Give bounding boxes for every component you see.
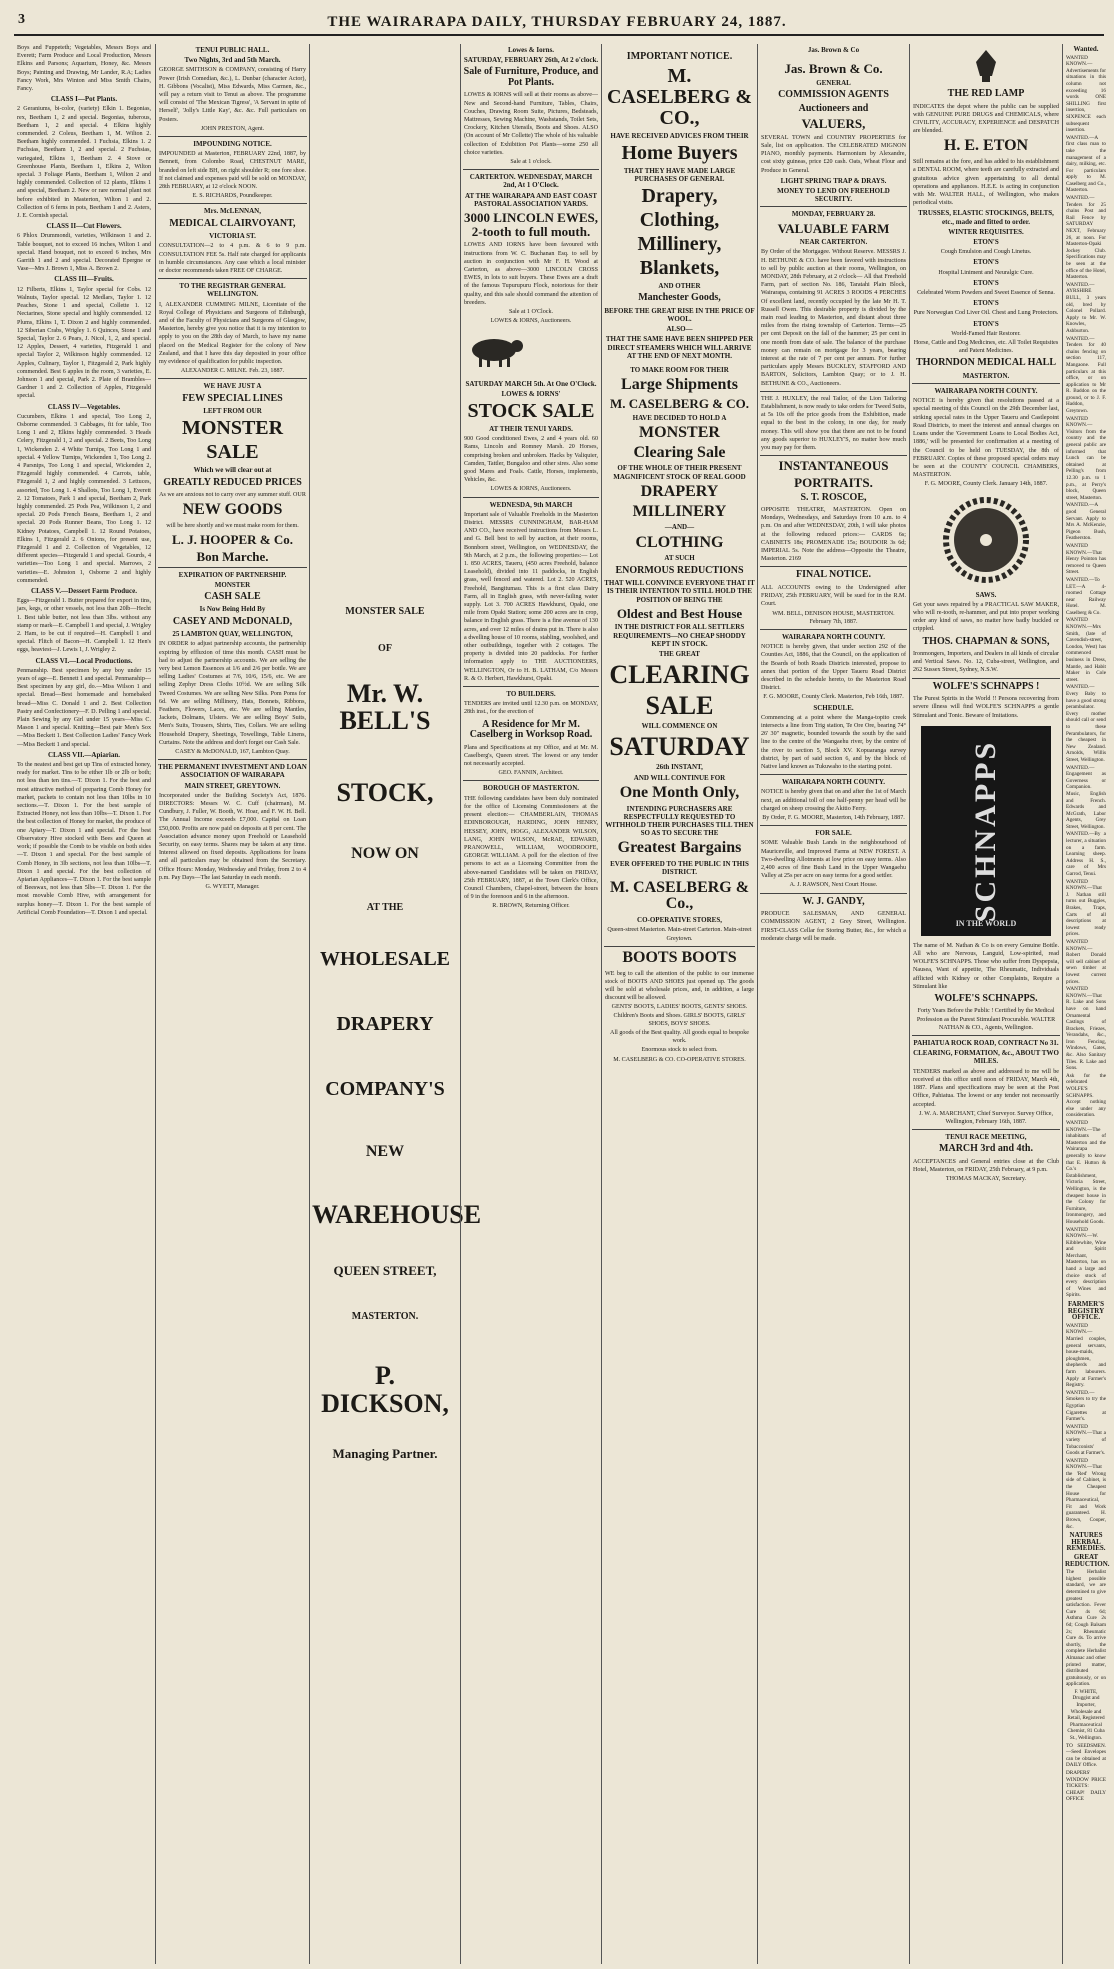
chapman-name: THOS. CHAPMAN & SONS, — [922, 635, 1050, 647]
county-heading: WAIRARAPA NORTH COUNTY. — [934, 387, 1038, 396]
boots-list: GENTS' BOOTS, LADIES' BOOTS, GENTS' SHOES. Children's Boots and Shoes. GIRLS' BOOTS, GIRLS' SHOES, BOYS' SHOES. — [611, 1004, 748, 1027]
divider — [760, 455, 907, 456]
divider — [158, 136, 307, 137]
caselberg-3: M. CASELBERG & Co., — [609, 878, 750, 913]
class-3-results: 12 Filberts, Elkins 1, Taylor special for Cobs. 12 Walnuts, Taylor special. 12 Medlars, Taylor 1. 12 Peaches, Stone 1 and special, Collette 1. 12 Nectarines, Stone special and highly commended. 12 Plums, Elkins 1, T. Dixon 2 and highly commended. 12 Siberian Crabs, Wrigley 1. 6 Quinces, Stone 1 and Special, Taylor 2. 6 Pears, J. Nicol, 1, 2, and special. 12 Apples, Dessert, 4 varieties, Fitzgerald 1 and special Taylor 2, Wilkinson highly commended. 12 Apples, Culinary, Taylor 1, Fitzgerald 2, Park highly commended. Best 6 apples in the room, 3 varieties, E. Johnson 1 and special, Park 2. Plate of Brambles—Gardner 1 and 2. Collection of Apples, Fitzgerald special. — [17, 286, 151, 400]
drapery-label: DRAPERY — [336, 1013, 434, 1036]
partnership-cash-sale: CASH SALE — [204, 590, 261, 602]
warehouse-label: WAREHOUSE — [312, 1199, 482, 1229]
builders-text: TENDERS are invited until 12.30 p.m. on MONDAY, 28th inst., for the erection of — [464, 701, 598, 716]
class-5-heading: CLASS V.—Dessert Farm Produce. — [31, 587, 137, 595]
masthead — [0, 0, 1114, 40]
class-7-heading: CLASS VII.—Apiarian. — [47, 750, 121, 759]
bell-name: Mr. W. BELL'S — [339, 679, 431, 736]
column-6 — [757, 44, 909, 1964]
public-hall-heading: TENUI PUBLIC HALL. — [195, 46, 270, 54]
near-carterton: NEAR CARTERTON. — [799, 238, 868, 247]
red-lamp-text: INDICATES the depot where the public can be supplied with GENUINE PURE DRUGS and CHEMICALS, where CIVILITY, ACCURACY, EXPERIENCE and DESPATCH are blended. — [913, 103, 1059, 135]
enormous-reductions: ENORMOUS REDUCTIONS — [615, 564, 744, 576]
etons-2: ETON'S — [973, 258, 999, 267]
valuable-farm: VALUABLE FARM — [777, 220, 890, 236]
wanted-22: WANTED.—Smokers to try the Egyptian Cigarettes at Farmer's. — [1066, 1389, 1106, 1423]
class-6-results: Penmanship. Best specimen by any boy under 15 years of age—E. Bennett 1 and special. Penmanship—Best specimen by any girl, do.—Miss Wilson 1 and special. Bread—Best homemade and homebaked bread—Miss C. Donald 1 and 2. Best Collection Pastry and Confectionery—F. D. Pelling 1 and special. Plain Sewing by any Girl under 15 years—Miss C. Mason 1 and special. Knitting—Best pair Men's Sox—Miss Beckett 1. Best Collection Ladies' Fancy Work—Miss Beckett 1 and special. — [17, 667, 151, 748]
county-heading: WAIRARAPA NORTH COUNTY. — [781, 632, 885, 641]
ewes-text: LOWES AND IORNS have been favoured with instructions from W. C. Buchanan Esq. to sell by auction in conjunction with Mr F. H. Wood at Carterton, as above—3000 LINCOLN CROSS EWES, in lots to suit buyers. These Ewes are a draft of the famous Tupurupuru Flock, notorious for their quality, and this sale should command the attention of breeders. — [464, 242, 598, 306]
sheep-illustration — [461, 330, 531, 370]
winter-item-2: Hospital Liniment and Neuralgic Cure. — [938, 269, 1034, 276]
now-on-label: NOW ON — [351, 844, 419, 862]
etons-3: ETON'S — [973, 278, 999, 287]
at-the-label: AT THE — [366, 901, 404, 913]
eton-text: Still remains at the fore, and has added to his establishment a DENTAL ROOM, where teeth are carefully extracted and gratuitous advice given appertaining to all dental operations and appliances. H.E.E. is acting in conjunction with Mr. WALTER HALL, of Wellington, who makes periodical visits. — [913, 159, 1059, 207]
seedsmen-notice: TO SEEDSMEN.—Seed Envelopes can be obtained at DAILY Office. — [1066, 1742, 1106, 1769]
freeholds-text: Important sale of Valuable Freeholds in the Masterton District. MESSRS CUNNINGHAM, BAR-HAM AND CO., have received instructions from Messrs L. and G. Bell best to sell by auction, at their rooms, Bonnborn street, Wellington, on WEDNESDAY, the 9th March, at 2 p.m., the following properties:— Lot 1. 850 ACRES, Taueru, (450 acres Freehold, balance Leasehold), divided into 11 paddocks, in English grass, well fenced and watered. Lot 2. 520 ACRES, Freehold, Bangitumau. This is a first class Dairy Farm, all in English grass, with never-failing water supply. Lot 3. 700 ACRES Hawkhurst, Opaki, one mile from Opaki Station; some 200 acres are in crop, balance in English grass. There is a fine avenue of 130 acres, and over 12 miles of drains put in. There is also a dwelling house of 10 rooms, stabling, woolshed, and other outbuildings, together with 2 cottages. The property is divided into 20 paddocks. For further information apply to THE AUCTIONEERS, WELLINGTON, Or to H. B. LATHAM, C/o Messrs R. & O. Herbert, Hawkhurst, Opaki. — [464, 511, 598, 682]
divider — [158, 278, 307, 279]
money-lend: MONEY TO LEND ON FREEHOLD SECURITY. — [777, 186, 890, 204]
column-7 — [909, 44, 1062, 1964]
winter-item-6: Horse, Cattle and Dog Medicines, etc. All Toilet Requisites and Patent Medicines. — [913, 339, 1059, 355]
hooper-left: LEFT FROM OUR — [203, 407, 262, 416]
class-4-results: Cucumbers, Elkins 1 and special, Too Long 2, Osborne commended. 3 Cabbages, fit for table, Too Long 1 and 2, Elkins highly commended. 3 Heads Celery, Fitzgerald 1, 2 and special. 2 Beets, Too Long 1, Wickenden 2. 4 White Turnips, Too Long 1 and special. 4 Yellow Turnips, Wickenden 1, Too Long 2. 4 Parsnips, Too Long 1 and special, Wickenden 2, Fitzgerald highly commended. 4 Carrots, table, Fitzgerald 1, 2 and highly commended. 3 Lettuces, assorted, Too Long 1. 4 Shallots, Too Long 1, Everett 2. 12 Tomatoes, Park 1 and special, Beetham 2, Park highly commended. 25 Pods Pea, Wilkinson 1, 2 and special. 20 Pods French Beans, Beetham 1, 2 and special. 20 Pods Runner Beans, Too Long 1. 12 Kidney Potatoes, Campbell 1. 12 Round Potatoes, Elkins 1, Fitzgerald 2. 6 Onions, for present use, Fitzgerald 1 and 2. Collection of Vegetables, 12 different species—Fitzgerald 1 and special. Gourds, 4 varieties—Too Long 1 and special. Marrows, 2 varieties—E. Johnston 1, Osborne 2 and highly commended. — [17, 413, 151, 584]
divider — [760, 629, 907, 630]
ewes-sale-time: Sale at 1 O'Clock. — [508, 308, 554, 315]
county-signature: F. G. MOORE, County Clerk. January 14th, 1887. — [924, 481, 1048, 488]
partnership-now: Is Now Being Held By — [199, 605, 266, 614]
show-results-intro: Boys and Fuppeteth; Vegetables, Messrs Boys and Everett; Farm Produce and Local Production, Messrs Elkins and Parsons; Aquarium, Honey, &c. Messrs Boys; Painting and Drawing, Mr Lander, R.A; Ladies Fancy Work, Mrs Winton and Miss Smith Chairs, Fancy. — [17, 45, 151, 93]
wanted-24: WANTED KNOWN.—That the 'Red' Wrong side of Cabinet, is the Cheapest House for Pharmaceutical, Fit and Work guaranteed. H. Brown, Cooper, &c. — [1066, 1457, 1106, 1530]
divider — [158, 567, 307, 568]
tenui-yards: AT THEIR TENUI YARDS. — [489, 424, 573, 433]
tenui-sale-firm: LOWES & IORNS' — [501, 389, 561, 398]
carterton-heading: CARTERTON. WEDNESDAY, MARCH 2nd, At 1 O'Clock. — [469, 173, 593, 190]
divider — [760, 825, 907, 826]
divider — [912, 1035, 1060, 1036]
valuers-label: VALUERS, — [801, 116, 866, 132]
divider — [912, 1129, 1060, 1130]
wanted-10: WANTED KNOWN.—Mrs Smith, (late of Cavendish-street, London, West) has commenced business in Dress, Mantle, and Habit Maker in Cole street. — [1066, 617, 1106, 683]
county-text: NOTICE is hereby given, that under section 292 of the Counties Act, 1886, that the Council, on the application of the Boards of both Roads Districts interested, propose to annex that portion of the Upper Taueru Road District described in the schedule hereto, to the Masterton Road District. — [761, 644, 906, 692]
wanted-14: WANTED KNOWN.—That J. Nathan still turns out Buggies, Brakes, Traps, Carts of all descriptions at lowest ready prices. — [1066, 878, 1106, 938]
wanted-21: WANTED KNOWN.—Married couples, general servants, house-maids, ploughmen, shepherds and farm labourers. Apply at Farmer's Registry. — [1066, 1322, 1106, 1389]
partnership-signature: CASEY & McDONALD, 167, Lambton Quay. — [175, 748, 290, 755]
winter-item-1: Cough Emulsion and Cough Linetus. — [940, 249, 1032, 256]
blank-space — [310, 44, 460, 604]
divider — [760, 206, 907, 207]
county-text: NOTICE is hereby given that resolutions passed at a special meeting of this Council on the 29th December last, striking special rates in the Upper Taueru and Castlepoint Road Districts, to meet the interest and annual charges on Loans under the 'Government Loans to Local Bodies Act, 1886,' will be presented for confirmation at a meeting of the Council to be held on TUESDAY, the 8th of FEBRUARY. Copies of these proposed special orders may be seen at the COUNTY COUNCIL CHAMBERS, MASTERTON. — [913, 398, 1059, 479]
loan-subheading: MAIN STREET, GREYTOWN. — [184, 781, 281, 790]
decided-to-hold: HAVE DECIDED TO HOLD A — [632, 413, 727, 422]
auctioneers-label: Auctioneers and — [798, 102, 869, 114]
wanted-9: WANTED.—To LET.—A 4-roomed Cottage near Railway Hotel. M. Caselberg & Co. — [1066, 576, 1106, 616]
builders-heading: TO BUILDERS. — [506, 690, 556, 699]
stock-sale-text: 900 Good conditioned Ewes, 2 and 4 years old. 60 Rams, Lincoln and Romney Marsh. 20 Horses, comprising broken and unbroken. Hacks by Valiquier, Camden, Tattler, Bungaloo and other sires. Also some good Mares and Foals. Cattle, Horses, implements, Vehicles, &c. — [464, 436, 598, 484]
monday-heading: MONDAY, FEBRUARY 28. — [791, 210, 876, 219]
final-notice-text: ALL ACCOUNTS owing to the Undersigned after FRIDAY, 25th FEBRUARY, Will be sued for in the R.M. Court. — [761, 584, 906, 608]
hooper-which: Which we will clear out at — [193, 466, 272, 475]
schedule-heading: SCHEDULE. — [813, 703, 854, 712]
wholesale-label: WHOLESALE — [319, 948, 451, 971]
of-label: OF — [378, 642, 392, 654]
drapers-notice: DRAPERS' WINDOW PRICE TICKETS: CHEAP! DAILY OFFICE — [1066, 1770, 1106, 1803]
column-4 — [460, 44, 601, 1964]
for-sale-heading: FOR SALE. — [815, 829, 852, 838]
red-lamp-icon — [966, 46, 1006, 86]
new-label: NEW — [365, 1143, 405, 1161]
stock-label: STOCK, — [336, 777, 434, 807]
wednesday-heading: WEDNESDA, 9th MARCH — [489, 500, 573, 509]
blankets-item: Blankets, — [639, 257, 720, 280]
saws-label: SAWS. — [975, 590, 997, 599]
class-2-results: 6 Phlox Drummondi, varieties, Wilkinson 1 and 2. Table bouquet, not to exceed 16 inches, Wilton 1 and special. Hand bouquet, not to exceed 6 inches, Mrs Garrith 1 and 2 and special. Decorated Epergne or Vase—Mrs J. Brown 1, Miss A. Brown 2. — [17, 233, 151, 273]
schnapps-label-sub: IN THE WORLD — [955, 918, 1017, 928]
column-3 — [309, 44, 482, 1964]
that-will: THAT WILL CONVINCE EVERYONE THAT IT IS THEIR INTENTION TO STILL HOLD THE POSITION OF BEING THE — [604, 579, 755, 604]
divider — [760, 893, 907, 894]
commission-agents: COMMISSION AGENTS — [778, 89, 889, 101]
partnership-address: 25 LAMBTON QUAY, WELLINGTON, — [172, 630, 293, 639]
oldest-house: Oldest and Best House — [616, 605, 743, 621]
and-label: —AND— — [664, 523, 695, 532]
column-5 — [601, 44, 757, 1964]
column-1 — [14, 44, 154, 1964]
natures-subheading: GREAT REDUCTION. — [1065, 1553, 1110, 1568]
ever-offered: EVER OFFERED TO THE PUBLIC IN THIS DISTRICT. — [610, 860, 749, 877]
divider — [158, 203, 307, 204]
saw-text: Get your saws repaired by a PRACTICAL SAW MAKER, who will re-tooth, re-hammer, and put into proper working order any kind of saws, no matter how badly buckled or crippled. — [913, 601, 1059, 633]
final-notice: FINAL NOTICE. — [795, 569, 871, 581]
borough-text: THE following candidates have been duly nominated for the office of Licensing Commissioners at the present election:— CHAMBERLAIN, THOMAS EDINBOROUGH, HARDING, JOHN HENRY, HESSEY, JOHN, HOGG, ALEXANDER WILSON, LANG, JOHN WILSON, McRAE, EDWARD, PRANOWELL, WILLIAM, WOODROOFE, GEORGE WILLIAM. A poll for the election of five persons to act as a Licensing Committee from the above-named Candidates will be taken on FRIDAY, 25th FEBRUARY, 1887, at the Town Clerk's Office, Council Chambers, Chapel-street, between the hours of 9 in the forenoon and 6 in the afternoon. — [464, 795, 598, 901]
final-notice-signature: WM. BELL, DENISON HOUSE, MASTERTON. February 7th, 1887. — [772, 610, 895, 625]
stock-sale-signature: LOWES & IORNS, Auctioneers. — [490, 486, 572, 493]
also-label: ALSO— — [666, 325, 693, 334]
wanted-2: WANTED.—A first class man to take the management of a dairy, milking, etc. For particulars apply to M. Caselberg and Co., Masterton. — [1066, 134, 1106, 194]
trusses: TRUSSES, ELASTIC STOCKINGS, BELTS, etc., made and fitted to order. — [918, 209, 1054, 226]
natures-text: The Herbalist highest possible standard, we are determined to give greatest satisfaction. Fever Cure 4s 6d; Asthma Cure 2s 6d; Cough Balsam 2s; Rheumatic Cure 4s. To arrive shortly, the complete Herbalist Almanac and other printed matter, distributed gratuitously, or on application. — [1066, 1569, 1106, 1688]
wanted-23: WANTED KNOWN.—That a variety of Tobacconists' Goods at Farmer's. — [1066, 1423, 1106, 1457]
etons-5: ETON'S — [973, 319, 999, 328]
hooper-few-lines: FEW SPECIAL LINES — [182, 392, 283, 404]
divider — [158, 759, 307, 760]
such-label: AT SUCH — [664, 554, 695, 563]
brown-text: SEVERAL TOWN and COUNTRY PROPERTIES for Sale, list on application. The CELEBRATED MIGNON PIANO, monthly payments. Harmonium by Alexandre, cost sixty guineas, price £20 cash. Oats, Wheat Flour and Produce in General. — [761, 134, 906, 174]
wanted-13: WANTED.—By a lecturer, a situation on a farm. Learning sheep. Address H. S., care of Mrs Garrod, Tenui. — [1066, 831, 1106, 878]
race-text: ACCEPTANCES and General entries close at the Club Hotel, Masterton, on FRIDAY, 25th February, at 9 p.m. — [913, 1158, 1059, 1174]
class-3-heading: CLASS III—Fruits. — [54, 275, 114, 284]
large-shipments: Large Shipments — [621, 376, 738, 394]
managing-partner-label: Managing Partner. — [332, 1446, 438, 1462]
sale-time: Sale at 1 o'clock. — [510, 159, 552, 166]
wanted-7: WANTED.—A good General Servant. Apply to Mrs A. McKenzie, Pigeon Bush, Featherston. — [1066, 502, 1106, 542]
borough-signature: R. BROWN, Returning Officer. — [492, 903, 570, 910]
sale-label: SALE — [645, 690, 714, 720]
association-yards: AT THE WAIRARAPA AND EAST COAST PASTORAL ASSOCIATION YARDS. — [464, 191, 598, 208]
the-great: THE GREAT — [659, 650, 700, 659]
etons-1: ETON'S — [973, 237, 999, 246]
divider — [463, 780, 599, 781]
winter-item-4: Pure Norwegian Cod Liver Oil. Chest and Lung Protectors. — [913, 310, 1059, 317]
mclennan-name: Mrs. McLENNAN, — [204, 207, 261, 216]
divider — [463, 169, 599, 170]
class-6-heading: CLASS VI.—Local Productions. — [35, 656, 133, 665]
hooper-monster: MONSTER — [181, 417, 284, 440]
chapman-text: Ironmongers, Importers, and Dealers in all kinds of circular and Vertical Saws. No. 12, Cuba-street, Wellington, and 262 Sussex Street, Sydney, N.S.W. — [913, 651, 1059, 674]
for-sale-text: SOME Valuable Bush Lands in the neighbourhood of Mauriceville, and Improved Farms at NEW FOREST. A Two-dwelling Allotments at low price on easy terms. Also 2,400 acres of fine Bush Land in the Upper Wangaehu Valley at 25s per acre on easy terms for a good settler. — [761, 840, 906, 880]
drapery-label: DRAPERY — [640, 482, 719, 500]
tenui-sale-heading: SATURDAY MARCH 5th. At One O'Clock. — [465, 379, 597, 388]
millinery-label: MILLINERY — [632, 502, 727, 520]
wanted-17: Ask for the celebrated WOLFE'S SCHNAPPS. Accept nothing else under any consideration. — [1066, 1072, 1106, 1119]
furniture-sale-text: LOWES & IORNS will sell at their rooms as above— New and Second-hand Furniture, Tables, Chairs, Couches, Drawing Room Suite, Pictures, Bedsteads, Mattresses, Sewing Machine, Washstands, Toilet Sets, Crockery, Kitchen Utensils, Boots and Shoes. ALSO (On account of Mr Collette) The whole of his valuable collection of Exhibition Pot Plants—some 250 all choice varieties. — [464, 92, 598, 156]
impounding-heading: IMPOUNDING NOTICE. — [193, 140, 272, 149]
caselberg-2: M. CASELBERG & CO. — [609, 396, 750, 412]
partnership-text: IN ORDER to adjust partnership accounts, the partnership expiring by effluxion of time this month. CASH must be had to adjust the partnership accounts. We are selling the very best Lemon Essences at 1/6 and 2/6 per bottle. We are selling Ladies' Costumes at 7/6, 10/6, 15/6, etc. We are selling Zephyr Dress Cloths 10½d. We are selling Silk Tweed Costumes. We are selling New Silks. Pom Poms for 6d. We are selling Millinery, Hats, Bonnets, Ribbons, Feathers, Flowers, Laces, etc. We are selling Mantles, Jackets, Dolmans, Ulsters. We are selling Boys' Suits, Men's Suits, Trousers, Shirts, Ties, Collars. We are selling Household Drapery, Sheetings, Towellings, Table Linens, Curtains. Note the address and don't forget our Cash Sale. — [159, 641, 306, 746]
boots-heading: BOOTS BOOTS — [622, 948, 737, 966]
received-advices: HAVE RECEIVED ADVICES FROM THEIR — [610, 131, 749, 140]
rock-road-heading: PAHIATUA ROCK ROAD, CONTRACT No 31. — [913, 1039, 1059, 1048]
divider — [760, 774, 907, 775]
borough-heading: BOROUGH OF MASTERTON. — [482, 784, 579, 793]
gandy-text: PRODUCE SALESMAN, AND GENERAL COMMISSION AGENT, 2 Grey Street, Wellington. FIRST-CLASS Cellar for Storing Butter, &c., for which a moderate charge will be made. — [761, 911, 906, 942]
saturday-label: SATURDAY — [609, 732, 750, 762]
clearing-sale-label: Clearing Sale — [633, 443, 726, 461]
stores-list: Queen-street Masterton. Main-street Carterton. Main-street Greytown. — [607, 927, 752, 942]
queen-street-label: QUEEN STREET, — [333, 1263, 437, 1279]
registrar-signature: ALEXANDER C. MILNE. Feb. 23, 1887. — [180, 368, 285, 375]
divider — [760, 391, 907, 392]
class-1-results: 2 Geraniums, bi-color, (variety) Elkin 1. Begonias, rex, Beetham 1, 2 and special. Begonias, tuberous, Beetham 1, 2 and special. 4 Elkins highly commended. 2 Coleus, Beetham 1, M. Wilton 2. Beetham highly commended. 1 Fuchsia, Elkins 1. 2 Fuchsias, Beetham 1, 2 and special. 2 Fuchsias, variegated, Elkins 1, Beetham 2. 4 Stove or Greenhouse Plants, Beetham 1, Elkins 2, Wilton special. 3 Foliage Plants, Beetham 1, Wilton 2 and highly commended. Collection of 12 plants, Elkins 1 and special, Beetham 2. New or rare normal plant not before exhibited in Masterton, Wilton 1 and 2. Collection of 6 ferns in pots, Beetham 1 and 2. Asters, J. E. Cornish special. — [17, 106, 151, 220]
make-room: TO MAKE ROOM FOR THEIR — [630, 366, 729, 375]
wanted-heading: Wanted. — [1073, 45, 1099, 53]
hooper-new-goods: NEW GOODS — [182, 501, 283, 519]
hooper-name: L. J. HOOPER & Co. — [172, 532, 293, 548]
class-7-results: To the neatest and best get up Tins of extracted honey, ready for market. Tins to be either 1lb or 2lb or both; not less than ten tins.—T. Dixon 1. For the best and most attractive method of preparing Comb Honey for market, packets to contain not less than 10lbs in 10 sections.—T. Dixon 1. For the best sample of Extracted Honey, not less than 10lbs—T. Dixon 1. For the best collection of Honey for market, the produce of one Apiary—T. Dixon 1 and special. For the best Observatory Hive stocked with Bees and Queen at work; if possible the Comb to be visible on both sides—T. Dixon 1 and special. For the best sample of Comb Honey, in 3lb sections, not less than 10lbs—T. Dixon 1 and special. For the best collection of Apiarian Appliances—T. Dixon 1. For the best sample of Beeswax, not less than 5lbs—T. Dixon 1. For the most movable Comb Hive, with arrangement for surplus honey—T. Dixon 1. For the best sample of Artificial Comb Foundation—T. Dixon 1 and special. — [17, 762, 152, 916]
roscoe-name: S. T. ROSCOE, — [800, 491, 867, 503]
class-1-heading: CLASS I—Pot Plants. — [50, 95, 118, 104]
hooper-shop: Bon Marche. — [196, 548, 269, 564]
impounding-text: IMPOUNDED at Masterton, FEBRUARY 22nd, 1887, by Bennett, from Colombo Road, CHESTNUT MARE, branded on left side BH, on right shoulder R; one fore shoe. If not claimed and expenses paid will be sold on MONDAY, 28th FEBRUARY, at 12 o'clock NOON. — [159, 151, 306, 191]
wanted-11: WANTED.—Every Baby to have a good strong perambulator. Every mother should call or send to these Perambulators, for the cheapest in New Zealand. Arnolds, Willis Street, Wellington. — [1066, 684, 1106, 763]
schnapps-label-text: SCHNAPPS — [968, 739, 1002, 922]
race-heading: TENUI RACE MEETING, — [945, 1133, 1027, 1142]
loan-signature: G. WYETT, Manager. — [205, 884, 260, 890]
clothing-item: Clothing, — [639, 209, 720, 232]
column-2 — [155, 44, 309, 1964]
saturday-heading: SATURDAY, FEBRUARY 26th, At 2 o'clock. — [463, 56, 599, 65]
class-4-heading: CLASS IV—Vegetables. — [47, 402, 121, 411]
schnapps-text: The Purest Spirits in the World !! Persons recovering from severe illness will find WOLFE'S SCHNAPPS a gentle Stimulant and Tonic. Beware of Imitations. — [913, 696, 1059, 719]
divider — [158, 378, 307, 379]
winter-item-5: World-Famed Hair Restorer. — [951, 330, 1021, 337]
divider — [912, 678, 1060, 679]
race-date: MARCH 3rd and 4th. — [939, 1143, 1033, 1155]
boots-text: WE beg to call the attention of the public to our immense stock of BOOTS AND SHOES just opened up. The goods will be sold at wholesale prices, and, in addition, a large discount will be allowed. — [605, 970, 754, 1002]
lowes-iorns-header: Lowes & Iorns. — [507, 46, 555, 54]
divider — [463, 497, 599, 498]
wanted-19: WANTED KNOWN.—W. Kibblewhite, Wine and Spirit Merchant, Masterton, has on hand a large and choice stock of every description of Wines and Spirits. — [1066, 1226, 1106, 1299]
schnapps-text-2: The name of M. Nathan & Co is on every Genuine Bottle. All who are Nervous, Languid, Low-spirited, read WOLFE'S SCHNAPPS. Those who suffer from Dyspepsia, Nausea, Want of appetite, The Rheumatic, Individuals afflicted with Kidney or other Complaints, Require a Stimulant like — [913, 942, 1059, 990]
hooper-new-text: will be here shortly and we must make room for them. — [166, 523, 299, 530]
intending-label: INTENDING PURCHASERS ARE RESPECTFULLY REQUESTED TO WITHHOLD THEIR PURCHASES TILL THEN SO AS TO SECURE THE — [605, 804, 754, 838]
registry-heading: FARMER'S REGISTRY OFFICE. — [1067, 1300, 1105, 1322]
natures-signature: F. WHITE, Druggist and Importer, Wholesale and Retail, Registered Pharmaceutical Chemist, 81 Cuba St., Wellington. — [1067, 1688, 1105, 1742]
partnership-monster: MONSTER — [214, 580, 251, 589]
etons-4: ETON'S — [973, 299, 999, 308]
dickson-name: P. DICKSON, — [321, 1361, 449, 1418]
hooper-sale: SALE — [206, 441, 259, 464]
gandy-name: W. J. GANDY, — [802, 895, 865, 907]
natures-heading: NATURES HERBAL REMEDIES. — [1066, 1531, 1106, 1553]
before-rise: BEFORE THE GREAT RISE IN THE PRICE OF WOOL. — [604, 306, 755, 324]
portraits-label: PORTRAITS. — [794, 474, 873, 490]
public-hall-signature: JOHN PRESTON, Agent. — [200, 125, 265, 132]
millinery-item: Millinery, — [637, 233, 722, 256]
instant-label: 26th INSTANT, — [656, 763, 703, 772]
column-8 — [1062, 44, 1109, 1964]
light-spring: LIGHT SPRING TRAP & DRAYS. — [780, 176, 887, 185]
important-notice: IMPORTANT NOTICE. — [626, 51, 733, 62]
divider — [604, 946, 755, 947]
masterton-label: MASTERTON. — [351, 1310, 419, 1322]
one-month-label: One Month Only, — [619, 783, 740, 801]
caselberg-4: M. CASELBERG & CO. CO-OPERATIVE STORES. — [613, 1056, 746, 1063]
class-2-heading: CLASS II—Cut Flowers. — [46, 222, 122, 231]
schnapps-heading-2: WOLFE'S SCHNAPPS. — [934, 992, 1038, 1004]
roscoe-text: OPPOSITE THEATRE, MASTERTON. Open on Mondays, Wednesdays, and Saturdays from 10 a.m. to 4 p.m. On and after WEDNESDAY, 20th, I will take photos at the following reduced prices:— CARDS 6s; CABINETS 18s; PROMENADE 15s; BOUDOIR 3s 6d; IMPERIAL 5s. Note the address—Opposite the Theatre, Masterton. 2169 — [761, 507, 906, 563]
caselberg-heading: M. CASELBERG & CO., — [606, 64, 753, 129]
wanted-18: WANTED KNOWN.—The inhabitants of Masterton and the Wairarapa generally to know that E. Hutton & Co.'s Establishment, Victoria Street, Wellington, is the cheapest house in the Colony for Furniture, Ironmongery, and Household Goods. — [1066, 1120, 1106, 1225]
clairvoyant-address: VICTORIA ST. — [209, 232, 256, 241]
race-signature: THOMAS MACKAY, Secretary. — [945, 1176, 1027, 1183]
manchester-goods: Manchester Goods, — [638, 292, 721, 304]
partnership-firm: CASEY AND McDONALD, — [172, 615, 293, 627]
builders-signature: GEO. FANNIN, Architect. — [498, 770, 564, 777]
furniture-sale-heading: Sale of Furniture, Produce, and Pot Plants. — [463, 66, 599, 88]
registrar-text: I, ALEXANDER CUMMING MILNE, Licentiate of the Royal College of Physicians and Surgeons of Edinburgh, and of the Faculty of Physicians and Surgeons of Glasgow, Masterton, hereby give you notice that it is my intention to apply to you on the 28th day of March, to have my name placed on the Medical Register for the colony of New Zealand, and that I have this day deposited in your office my evidence of qualification for public inspection. — [159, 301, 306, 365]
residence-heading: A Residence for Mr M. Caselberg in Worksop Road. — [469, 718, 593, 741]
clairvoyant-heading: MEDICAL CLAIRVOYANT, — [169, 217, 296, 229]
greatest-bargains: Greatest Bargains — [617, 839, 742, 857]
for-sale-signature: A. J. RAWSON, Next Court House. — [789, 882, 878, 889]
general-label: GENERAL — [816, 78, 851, 87]
winter-requisites: WINTER REQUISITES. — [948, 227, 1024, 236]
masthead-rule — [14, 34, 1104, 36]
schnapps-heading: WOLFE'S SCHNAPPS ! — [932, 680, 1040, 692]
drapery-item: Drapery, — [641, 185, 718, 208]
thorndon-hall: THORNDON MEDICAL HALL — [915, 357, 1056, 369]
wanted-6: WANTED KNOWN.—Visitors from the country and the general public are informed that Lunch can be obtained at Pelling's from 12.30 p.m. to 1 p.m., at Perry's block, Queen street, Masterton. — [1066, 415, 1106, 501]
county2-heading: WAIRARAPA NORTH COUNTY. — [781, 778, 885, 787]
newspaper-title: THE WAIRARAPA DAILY, THURSDAY FEBRUARY 24, 1887. — [327, 14, 787, 30]
district-label: IN THE DISTRICT FOR ALL SETTLERS REQUIREMENTS—NO CHEAP SHODDY KEPT IN STOCK. — [613, 623, 746, 648]
impounding-signature: E. S. RICHARDS, Poundkeeper. — [192, 193, 273, 200]
that-they: THAT THEY HAVE MADE LARGE PURCHASES OF GENERAL — [623, 166, 736, 183]
home-buyers: Home Buyers — [621, 141, 738, 164]
continue-label: AND WILL CONTINUE FOR — [633, 773, 726, 782]
rock-road-text: TENDERS marked as above and addressed to me will be received at this office until noon of FRIDAY, March 4th, 1887. Plans and specifications may be seen at the Post Office, Pahiatua. The lowest or any tender not necessarily accepted. — [913, 1068, 1059, 1108]
divider — [912, 383, 1060, 384]
stock-sale-heading: STOCK SALE — [467, 399, 595, 422]
wanted-3: WANTED.—Tenders for 25 chains Post and Rail Fence by SATURDAY NEXT, February 26, at noon. For Masterton-Opaki Jockey Club. Specifications may be seen at the office of the Hotel, Masterton. — [1066, 195, 1106, 281]
partnership-heading: EXPIRATION OF PARTNERSHIP. — [178, 570, 287, 579]
wanted-1: WANTED KNOWN.—Advertisements for situations in this column not exceeding 16 words ONE SHILLING first insertion, SIXPENCE each subsequent insertion. — [1066, 54, 1106, 134]
ewes-heading: 3000 LINCOLN EWES, 2-tooth to full mouth. — [464, 210, 598, 239]
farm-text: By Order of the Mortgagee. Without Reserve. MESSRS J. H. BETHUNE & CO. have been favored with instructions to sell by public auction at their rooms, Wellington, on MONDAY, 28th February, at 2 o'clock— All that Freehold Farm, part of section No. 186, Taratahi Plain Block, Wairarapa, containing 91 ACRES 3 ROODS 4 PERCHES Of excellent land, recently occupied by the late Mr H. T. Russell Owen. This desirable property is divided by the main road leading to Masterton, and distant about three miles from the rising township of Carterton. Terms—25 per cent Deposit on the fall of the hammer; 25 per cent in one month from date of sale. The balance of the purchase money can remain on mortgage for 3 years, bearing interest at the rate of 7 per cent per annum. For further particulars apply Messrs BUCKLEY, STAFFORD AND BARTON, Solicitors, Lambton Quay; or to J. H. BETHUNE & CO., Auctioneers. — [761, 249, 906, 387]
schnapps-bottle-label — [921, 726, 1051, 936]
commence-label: WILL COMMENCE ON — [641, 721, 718, 730]
loan-text: Incorporated under the Building Society's Act, 1876. DIRECTORS: Messrs W. C. Cuff (chairman), M. Cundbury, J. Fuller, W. Booth, W. Hoar, and F. W. H. Bell. The Annual Income exceeds £7,000. Capital on Loan £50,000. Profits are now paid on deposits at 8 per cent. The Association advance money upon Freehold or Leasehold Security, on easy terms. Shares may be taken at any time. Interest allowed on fixed deposits. Applications for loans and all particulars may be obtained from the Secretary. Office Hours: Monday, Wednesday and Friday, from 2 to 4 p.m. Pay Days—The last Saturday in each month. — [159, 792, 306, 881]
wanted-12: WANTED.—Engagement as Governess or Companion. Music, English and French. Edwards and McGrath, Labor Agents, Grey Street, Wellington. — [1066, 764, 1106, 830]
thorndon-town: MASTERTON. — [962, 371, 1010, 380]
boots-select: Enormous stock to select from. — [641, 1047, 718, 1054]
brown-firm: Jas. Brown & Co. — [784, 61, 883, 77]
winter-item-3: Celebrated Worm Powders and Sweet Essence of Senna. — [917, 289, 1055, 296]
public-hall-subheading: Two Nights, 3rd and 5th March. — [184, 56, 281, 65]
county-signature: F. G. MOORE, County Clerk. Masterton, Feb 16th, 1887. — [763, 694, 904, 701]
divider — [760, 566, 907, 567]
red-lamp-heading: THE RED LAMP — [947, 88, 1025, 99]
instantaneous-label: INSTANTANEOUS — [778, 458, 889, 474]
wanted-8: WANTED KNOWN.—That Henry Pointon has removed to Queen Street. — [1066, 542, 1106, 576]
brown-header: Jas. Brown & Co — [807, 46, 860, 54]
companys-label: COMPANY'S — [325, 1078, 445, 1101]
county2-signature: By Order, F. G. MOORE, Masterton, 14th February, 1887. — [762, 815, 905, 822]
schedule-text: Commencing at a point where the Manga-topito creek intersects a line from Trig station, Te Ore Ore, bearing 74° 26' 30" magnetic, bounded towards the south by the said line to the centre of the Wangaehu river, by the centre of the river to section 5, Block XV. Kopuaranga survey district, by part of said section 6, and by the block of Native land known as Tukuwaho to the starting point. — [761, 714, 906, 770]
monster-label: MONSTER — [639, 423, 720, 441]
schnapps-signature: Forty Years Before the Public ! Certified by the Medical Profession as the Purest Stimulant Procurable. WALTER NATHAN & CO., Agents, Wellington. — [916, 1008, 1056, 1031]
loan-heading: THE PERMANENT INVESTMENT AND LOAN ASSOCIATION OF WAIRARAPA — [158, 763, 307, 780]
clearing-label: CLEARING — [609, 660, 750, 690]
wanted-4: WANTED.—AYRSHIRE BULL, 3 years old, bred by Colonel Pollard. Apply to Mr. W. Knowles, Ashburton. — [1066, 281, 1106, 334]
builders-text-2: Plans and Specifications at my Office, and at Mr. M. Caselberg's, Queen street. The lowest or any tender not necessarily accepted. — [464, 744, 598, 768]
wanted-5: WANTED.—Tenders for 40 chains fencing on section 117, Mangaone. Full particulars at this office, or on application to Mr R. Baddon on the ground, or to J. F. Haddon, Greytown. — [1066, 335, 1106, 415]
hooper-greatly: GREATLY REDUCED PRICES — [163, 476, 302, 488]
wanted-15: WANTED KNOWN.—Robert Donald will sell cabinet of sewn timber at lowest current prices. — [1066, 938, 1106, 985]
public-hall-text: GEORGE SMITHSON & COMPANY, consisting of Harry Power (Irish Comedian, &c.), L. Dunbar (character Actor), H. Gibbons (Vocalist), Miss Edwards, Miss Carmen, &c., will pay a return visit to Tenui as above. The programme will consist of 'The Mexican Tigress', 'A Servant in spite of Herself', 'Jolly's Little Kay', &c. &c. Full particulars on Posters. — [159, 67, 306, 123]
and-other: AND OTHER — [658, 282, 701, 291]
wanted-16: WANTED KNOWN.—That R. Lake and Sons have on hand Ornamental Castings of Brackets, Friezes, Verandahs, &c., Iron Fencing, Windows, Gates, &c. Also Sanitary Tiles. R. Lake and Sons. — [1066, 986, 1106, 1072]
monster-sale-heading: MONSTER SALE — [345, 606, 425, 617]
whole-stock: OF THE WHOLE OF THEIR PRESENT MAGNIFICENT STOCK OF REAL GOOD — [613, 464, 746, 481]
registrar-heading: TO THE REGISTRAR GENERAL WELLINGTON. — [179, 282, 286, 299]
county2-text: NOTICE is hereby given that on and after the 1st of March next, an additional toll of one half-penny per head will be charged on sheep crossing the Akitio Ferry. — [761, 789, 906, 812]
coop-stores: CO-OPERATIVE STORES, — [637, 916, 722, 925]
hooper-intro: WE HAVE JUST A — [203, 382, 262, 391]
boots-goods: All goods of the Best quality. All goods equal to bespoke work. — [610, 1029, 749, 1045]
huxley-text: THE J. HUXLEY, the real Tailor, of the Lion Tailoring Establishment, is now ready to take orders for Tweed Suits, at 5s 10s off the price goods from the Exhibition, made equal to the best in the colony, in one day, for ready money. This will show you that there are not to be found any goods superior to HUXLEY'S, no matter how much you may pay for them. — [761, 395, 906, 452]
rock-road-signature: J. W. A. MARCHANT, Chief Surveyor. Survey Office, Wellington, February 16th, 1887. — [919, 1110, 1053, 1125]
divider — [463, 686, 599, 687]
that-same: THAT THE SAME HAVE BEEN SHIPPED PER DIRECT STEAMERS WHICH WILL ARRIVE AT THE END OF NEXT MONTH. — [605, 335, 754, 360]
clairvoyant-text: CONSULTATION—2 to 4 p.m. & 6 to 9 p.m. CONSULTATION FEE 5s. Half rate charged for applicants in humble circumstances. Any case which a local minister or doctor recommends taken FREE OF CHARGE. — [159, 243, 306, 274]
hooper-as-we-are: As we are anxious not to carry over any summer stuff. OUR — [159, 492, 306, 499]
clothing-label: CLOTHING — [635, 533, 724, 551]
eton-name: H. E. ETON — [943, 137, 1029, 155]
class-5-results: Eggs—Fitzgerald 1. Butter prepared for export in tins, jars, kegs, or other vessels, not less than 20lb—Hecht 1. Best table butter, not less than 3lbs. without any stamp or mark—E. Campbell 1 and special, J. Wrigley 2. Ham, to be cut if required—H. Campbell 1 and special. Flitch of Bacon—H. Campbell 1. 12 Hen's eggs, heaviest—J. Lewis 1, J. Wrigley 2. — [17, 598, 151, 654]
rock-road-sub: CLEARING, FORMATION, &c., ABOUT TWO MILES. — [913, 1049, 1059, 1066]
saw-blade-illustration — [941, 495, 1031, 585]
page-number: 3 — [18, 12, 25, 27]
ewes-signature: LOWES & IORNS, Auctioneers. — [490, 318, 572, 325]
